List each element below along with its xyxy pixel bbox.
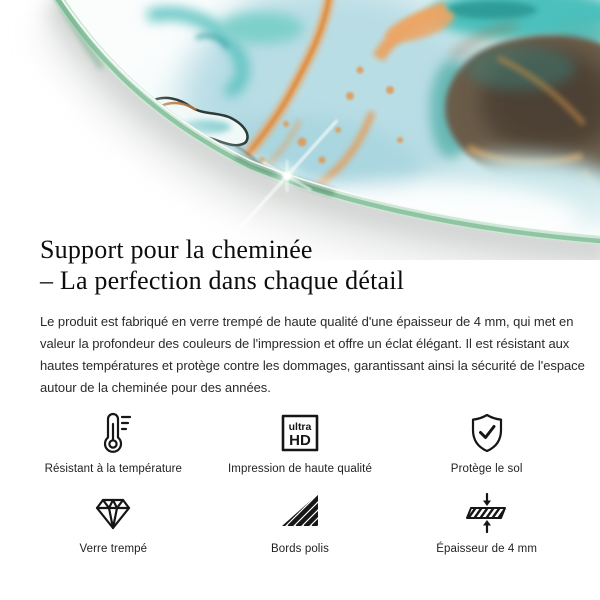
diamond-icon: [91, 491, 135, 535]
features-grid: [20, 411, 580, 555]
feature-label: Épaisseur de 4 mm: [436, 543, 538, 555]
content-section: [0, 230, 600, 555]
product-description: [40, 311, 585, 399]
feature-label: Bords polis: [270, 543, 329, 555]
feature-polished-edges: [207, 491, 394, 555]
thickness-icon: [465, 491, 509, 535]
ultra-hd-icon: [278, 411, 322, 455]
thermometer-icon: [91, 411, 135, 455]
description-line: hautes températures et protège contre les dommages, garantissant ainsi la sécurité de l'espace: [40, 358, 585, 373]
feature-print-quality: [207, 411, 394, 475]
polished-edges-icon: [278, 491, 322, 535]
feature-tempered-glass: [20, 491, 207, 555]
description-line: valeur la profondeur des couleurs de l'impression et offre un éclat élégant. Il est résistant aux: [40, 336, 570, 351]
ultra-hd-icon-text-bottom: HD: [289, 432, 311, 449]
feature-label: Impression de haute qualité: [227, 463, 372, 475]
feature-floor-protection: [393, 411, 580, 475]
product-photo-art: [0, 0, 600, 260]
description-line: Le produit est fabriqué en verre trempé de haute qualité d'une épaisseur de 4 mm, qui met en: [40, 314, 574, 329]
feature-thickness: [393, 491, 580, 555]
page-title: [40, 234, 560, 296]
feature-label: Protège le sol: [450, 463, 523, 475]
title-line-2: – La perfection dans chaque détail: [40, 266, 405, 295]
feature-label: Résistant à la température: [44, 463, 183, 475]
title-line-1: Support pour la cheminée: [40, 235, 313, 264]
product-photo: [0, 0, 600, 260]
shield-check-icon: [465, 411, 509, 455]
feature-label: Verre trempé: [79, 543, 148, 555]
ultra-hd-icon-text-top: ultra: [288, 421, 312, 433]
description-line: autour de la cheminée pour des années.: [40, 380, 271, 395]
feature-temperature: [20, 411, 207, 475]
